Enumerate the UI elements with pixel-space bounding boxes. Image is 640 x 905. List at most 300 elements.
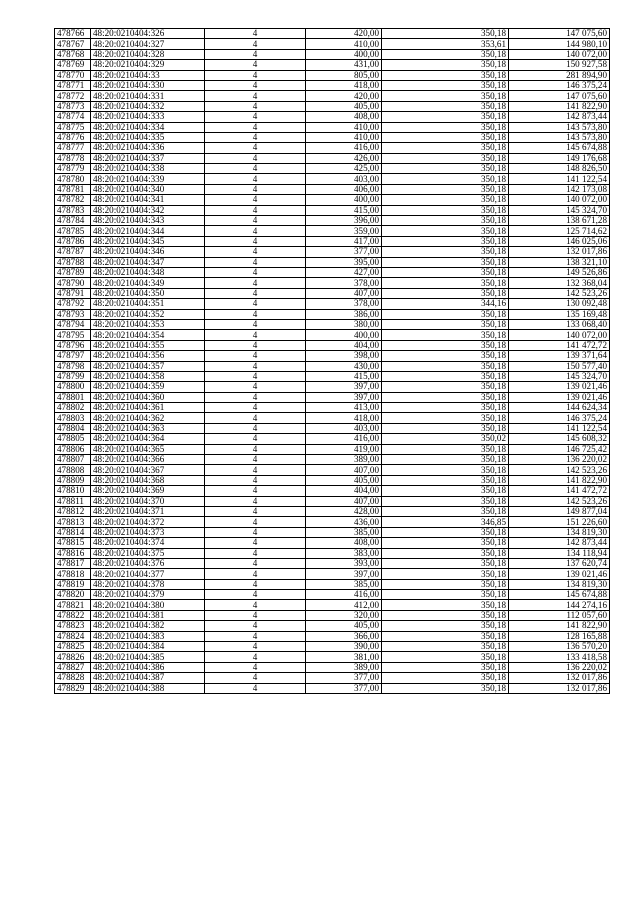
total-value-cell: 145 674,88	[509, 590, 610, 600]
table-row	[55, 455, 610, 465]
total-value-cell: 140 072,00	[509, 49, 610, 59]
row-id-cell: 478827	[55, 662, 91, 672]
total-value-cell: 136 220,02	[509, 662, 610, 672]
row-id-cell: 478778	[55, 153, 91, 163]
total-value-cell: 141 472,72	[509, 486, 610, 496]
area-cell: 378,00	[306, 278, 382, 288]
cadastral-number-cell: 48:20:0210404:353	[91, 319, 205, 329]
category-cell: 4	[205, 330, 306, 340]
cadastral-number-cell: 48:20:0210404:328	[91, 49, 205, 59]
category-cell: 4	[205, 184, 306, 194]
cadastral-number-cell: 48:20:0210404:368	[91, 475, 205, 485]
category-cell: 4	[205, 652, 306, 662]
cadastral-number-cell: 48:20:0210404:329	[91, 60, 205, 70]
category-cell: 4	[205, 361, 306, 371]
total-value-cell: 141 122,54	[509, 423, 610, 433]
area-cell: 407,00	[306, 465, 382, 475]
cadastral-number-cell: 48:20:0210404:359	[91, 382, 205, 392]
unit-value-cell: 350,18	[382, 600, 509, 610]
unit-value-cell: 346,85	[382, 517, 509, 527]
category-cell: 4	[205, 205, 306, 215]
area-cell: 410,00	[306, 122, 382, 132]
row-id-cell: 478779	[55, 164, 91, 174]
row-id-cell: 478825	[55, 642, 91, 652]
area-cell: 410,00	[306, 39, 382, 49]
row-id-cell: 478801	[55, 392, 91, 402]
unit-value-cell: 350,18	[382, 558, 509, 568]
table-row	[55, 299, 610, 309]
unit-value-cell: 350,18	[382, 236, 509, 246]
category-cell: 4	[205, 517, 306, 527]
total-value-cell: 144 274,16	[509, 600, 610, 610]
row-id-cell: 478803	[55, 413, 91, 423]
row-id-cell: 478823	[55, 621, 91, 631]
table-row	[55, 351, 610, 361]
category-cell: 4	[205, 579, 306, 589]
unit-value-cell: 350,18	[382, 216, 509, 226]
table-row	[55, 80, 610, 90]
unit-value-cell: 350,18	[382, 486, 509, 496]
cadastral-number-cell: 48:20:0210404:385	[91, 652, 205, 662]
table-row	[55, 195, 610, 205]
total-value-cell: 134 118,94	[509, 548, 610, 558]
category-cell: 4	[205, 351, 306, 361]
unit-value-cell: 350,18	[382, 662, 509, 672]
area-cell: 407,00	[306, 288, 382, 298]
cadastral-number-cell: 48:20:0210404:366	[91, 455, 205, 465]
area-cell: 408,00	[306, 538, 382, 548]
area-cell: 403,00	[306, 174, 382, 184]
category-cell: 4	[205, 101, 306, 111]
area-cell: 420,00	[306, 29, 382, 39]
total-value-cell: 136 570,20	[509, 642, 610, 652]
unit-value-cell: 350,18	[382, 371, 509, 381]
cadastral-number-cell: 48:20:0210404:382	[91, 621, 205, 631]
unit-value-cell: 350,18	[382, 455, 509, 465]
unit-value-cell: 350,18	[382, 652, 509, 662]
total-value-cell: 142 873,44	[509, 112, 610, 122]
unit-value-cell: 350,18	[382, 392, 509, 402]
table-row	[55, 413, 610, 423]
category-cell: 4	[205, 610, 306, 620]
category-cell: 4	[205, 309, 306, 319]
row-id-cell: 478771	[55, 80, 91, 90]
area-cell: 407,00	[306, 496, 382, 506]
area-cell: 403,00	[306, 423, 382, 433]
area-cell: 377,00	[306, 247, 382, 257]
cadastral-number-cell: 48:20:0210404:361	[91, 403, 205, 413]
category-cell: 4	[205, 382, 306, 392]
table-row	[55, 112, 610, 122]
unit-value-cell: 350,18	[382, 330, 509, 340]
category-cell: 4	[205, 569, 306, 579]
category-cell: 4	[205, 267, 306, 277]
table-row	[55, 506, 610, 516]
table-row	[55, 579, 610, 589]
unit-value-cell: 350,18	[382, 527, 509, 537]
cadastral-number-cell: 48:20:0210404:372	[91, 517, 205, 527]
cadastral-number-cell: 48:20:0210404:347	[91, 257, 205, 267]
cadastral-number-cell: 48:20:0210404:375	[91, 548, 205, 558]
total-value-cell: 148 826,50	[509, 164, 610, 174]
cadastral-number-cell: 48:20:0210404:365	[91, 444, 205, 454]
cadastral-number-cell: 48:20:0210404:380	[91, 600, 205, 610]
total-value-cell: 145 608,32	[509, 434, 610, 444]
category-cell: 4	[205, 423, 306, 433]
cadastral-number-cell: 48:20:0210404:379	[91, 590, 205, 600]
unit-value-cell: 350,18	[382, 673, 509, 683]
unit-value-cell: 350,18	[382, 413, 509, 423]
area-cell: 419,00	[306, 444, 382, 454]
cadastral-number-cell: 48:20:0210404:344	[91, 226, 205, 236]
cadastral-number-cell: 48:20:0210404:352	[91, 309, 205, 319]
table-row	[55, 247, 610, 257]
total-value-cell: 138 321,10	[509, 257, 610, 267]
category-cell: 4	[205, 600, 306, 610]
table-row	[55, 226, 610, 236]
table-row	[55, 558, 610, 568]
category-cell: 4	[205, 132, 306, 142]
row-id-cell: 478776	[55, 132, 91, 142]
unit-value-cell: 350,18	[382, 423, 509, 433]
table-row	[55, 257, 610, 267]
category-cell: 4	[205, 49, 306, 59]
area-cell: 400,00	[306, 330, 382, 340]
category-cell: 4	[205, 662, 306, 672]
total-value-cell: 140 072,00	[509, 330, 610, 340]
row-id-cell: 478809	[55, 475, 91, 485]
total-value-cell: 133 418,58	[509, 652, 610, 662]
area-cell: 425,00	[306, 164, 382, 174]
total-value-cell: 150 927,58	[509, 60, 610, 70]
area-cell: 377,00	[306, 683, 382, 693]
area-cell: 320,00	[306, 610, 382, 620]
row-id-cell: 478770	[55, 70, 91, 80]
unit-value-cell: 350,18	[382, 288, 509, 298]
category-cell: 4	[205, 434, 306, 444]
row-id-cell: 478785	[55, 226, 91, 236]
cadastral-number-cell: 48:20:0210404:340	[91, 184, 205, 194]
unit-value-cell: 350,18	[382, 174, 509, 184]
total-value-cell: 141 822,90	[509, 621, 610, 631]
category-cell: 4	[205, 143, 306, 153]
total-value-cell: 143 573,80	[509, 132, 610, 142]
cadastral-number-cell: 48:20:0210404:334	[91, 122, 205, 132]
unit-value-cell: 350,18	[382, 184, 509, 194]
row-id-cell: 478774	[55, 112, 91, 122]
category-cell: 4	[205, 80, 306, 90]
table-row	[55, 382, 610, 392]
total-value-cell: 145 674,88	[509, 143, 610, 153]
total-value-cell: 145 324,70	[509, 371, 610, 381]
area-cell: 390,00	[306, 642, 382, 652]
area-cell: 420,00	[306, 91, 382, 101]
category-cell: 4	[205, 70, 306, 80]
row-id-cell: 478807	[55, 455, 91, 465]
category-cell: 4	[205, 621, 306, 631]
area-cell: 389,00	[306, 455, 382, 465]
cadastral-number-cell: 48:20:0210404:373	[91, 527, 205, 537]
unit-value-cell: 350,18	[382, 91, 509, 101]
area-cell: 410,00	[306, 132, 382, 142]
table-row	[55, 205, 610, 215]
row-id-cell: 478812	[55, 506, 91, 516]
row-id-cell: 478786	[55, 236, 91, 246]
cadastral-number-cell: 48:20:0210404:371	[91, 506, 205, 516]
row-id-cell: 478813	[55, 517, 91, 527]
unit-value-cell: 350,18	[382, 143, 509, 153]
cadastral-number-cell: 48:20:0210404:337	[91, 153, 205, 163]
row-id-cell: 478791	[55, 288, 91, 298]
total-value-cell: 142 173,08	[509, 184, 610, 194]
table-row	[55, 569, 610, 579]
area-cell: 383,00	[306, 548, 382, 558]
total-value-cell: 140 072,00	[509, 195, 610, 205]
unit-value-cell: 350,18	[382, 475, 509, 485]
table-row	[55, 184, 610, 194]
cadastral-number-cell: 48:20:0210404:348	[91, 267, 205, 277]
category-cell: 4	[205, 247, 306, 257]
total-value-cell: 149 176,68	[509, 153, 610, 163]
cadastral-number-cell: 48:20:0210404:33	[91, 70, 205, 80]
cadastral-number-cell: 48:20:0210404:332	[91, 101, 205, 111]
table-row	[55, 642, 610, 652]
table-row	[55, 371, 610, 381]
row-id-cell: 478822	[55, 610, 91, 620]
cadastral-number-cell: 48:20:0210404:384	[91, 642, 205, 652]
area-cell: 405,00	[306, 101, 382, 111]
row-id-cell: 478793	[55, 309, 91, 319]
category-cell: 4	[205, 486, 306, 496]
category-cell: 4	[205, 288, 306, 298]
total-value-cell: 143 573,80	[509, 122, 610, 132]
unit-value-cell: 350,18	[382, 205, 509, 215]
row-id-cell: 478816	[55, 548, 91, 558]
category-cell: 4	[205, 455, 306, 465]
cadastral-number-cell: 48:20:0210404:363	[91, 423, 205, 433]
table-row	[55, 309, 610, 319]
cadastral-number-cell: 48:20:0210404:378	[91, 579, 205, 589]
row-id-cell: 478792	[55, 299, 91, 309]
area-cell: 389,00	[306, 662, 382, 672]
total-value-cell: 147 075,60	[509, 91, 610, 101]
unit-value-cell: 350,18	[382, 683, 509, 693]
cadastral-number-cell: 48:20:0210404:354	[91, 330, 205, 340]
table-row	[55, 621, 610, 631]
area-cell: 418,00	[306, 80, 382, 90]
area-cell: 393,00	[306, 558, 382, 568]
area-cell: 427,00	[306, 267, 382, 277]
unit-value-cell: 350,18	[382, 153, 509, 163]
unit-value-cell: 350,18	[382, 29, 509, 39]
category-cell: 4	[205, 683, 306, 693]
cadastral-number-cell: 48:20:0210404:327	[91, 39, 205, 49]
row-id-cell: 478787	[55, 247, 91, 257]
table-row	[55, 610, 610, 620]
category-cell: 4	[205, 403, 306, 413]
table-row	[55, 143, 610, 153]
area-cell: 805,00	[306, 70, 382, 80]
cadastral-number-cell: 48:20:0210404:343	[91, 216, 205, 226]
row-id-cell: 478804	[55, 423, 91, 433]
total-value-cell: 149 526,86	[509, 267, 610, 277]
total-value-cell: 141 822,90	[509, 101, 610, 111]
total-value-cell: 146 025,06	[509, 236, 610, 246]
unit-value-cell: 350,18	[382, 382, 509, 392]
unit-value-cell: 350,18	[382, 195, 509, 205]
table-row	[55, 486, 610, 496]
cadastral-number-cell: 48:20:0210404:339	[91, 174, 205, 184]
unit-value-cell: 350,18	[382, 247, 509, 257]
area-cell: 416,00	[306, 434, 382, 444]
table-row	[55, 496, 610, 506]
total-value-cell: 141 122,54	[509, 174, 610, 184]
unit-value-cell: 350,18	[382, 278, 509, 288]
total-value-cell: 281 894,90	[509, 70, 610, 80]
cadastral-number-cell: 48:20:0210404:367	[91, 465, 205, 475]
row-id-cell: 478780	[55, 174, 91, 184]
area-cell: 408,00	[306, 112, 382, 122]
table-row	[55, 361, 610, 371]
row-id-cell: 478815	[55, 538, 91, 548]
table-row	[55, 652, 610, 662]
cadastral-number-cell: 48:20:0210404:349	[91, 278, 205, 288]
total-value-cell: 133 068,40	[509, 319, 610, 329]
total-value-cell: 142 523,26	[509, 288, 610, 298]
unit-value-cell: 350,18	[382, 403, 509, 413]
row-id-cell: 478811	[55, 496, 91, 506]
cadastral-number-cell: 48:20:0210404:350	[91, 288, 205, 298]
area-cell: 385,00	[306, 579, 382, 589]
total-value-cell: 136 220,02	[509, 455, 610, 465]
area-cell: 405,00	[306, 475, 382, 485]
unit-value-cell: 350,18	[382, 361, 509, 371]
row-id-cell: 478777	[55, 143, 91, 153]
unit-value-cell: 350,18	[382, 340, 509, 350]
category-cell: 4	[205, 236, 306, 246]
category-cell: 4	[205, 413, 306, 423]
unit-value-cell: 350,18	[382, 506, 509, 516]
total-value-cell: 147 075,60	[509, 29, 610, 39]
area-cell: 431,00	[306, 60, 382, 70]
unit-value-cell: 350,18	[382, 548, 509, 558]
table-row	[55, 683, 610, 693]
unit-value-cell: 350,18	[382, 465, 509, 475]
area-cell: 397,00	[306, 569, 382, 579]
cadastral-number-cell: 48:20:0210404:383	[91, 631, 205, 641]
table-row	[55, 475, 610, 485]
total-value-cell: 141 822,90	[509, 475, 610, 485]
row-id-cell: 478829	[55, 683, 91, 693]
unit-value-cell: 350,02	[382, 434, 509, 444]
cadastral-number-cell: 48:20:0210404:356	[91, 351, 205, 361]
unit-value-cell: 350,18	[382, 569, 509, 579]
area-cell: 418,00	[306, 413, 382, 423]
unit-value-cell: 350,18	[382, 319, 509, 329]
unit-value-cell: 350,18	[382, 80, 509, 90]
row-id-cell: 478826	[55, 652, 91, 662]
category-cell: 4	[205, 39, 306, 49]
row-id-cell: 478817	[55, 558, 91, 568]
category-cell: 4	[205, 174, 306, 184]
unit-value-cell: 350,18	[382, 610, 509, 620]
category-cell: 4	[205, 548, 306, 558]
table-row	[55, 60, 610, 70]
table-row	[55, 288, 610, 298]
cadastral-number-cell: 48:20:0210404:336	[91, 143, 205, 153]
total-value-cell: 142 523,26	[509, 496, 610, 506]
category-cell: 4	[205, 642, 306, 652]
area-cell: 417,00	[306, 236, 382, 246]
cadastral-number-cell: 48:20:0210404:326	[91, 29, 205, 39]
table-row	[55, 267, 610, 277]
category-cell: 4	[205, 465, 306, 475]
table-row	[55, 70, 610, 80]
row-id-cell: 478769	[55, 60, 91, 70]
total-value-cell: 149 877,04	[509, 506, 610, 516]
unit-value-cell: 350,18	[382, 60, 509, 70]
row-id-cell: 478789	[55, 267, 91, 277]
row-id-cell: 478828	[55, 673, 91, 683]
area-cell: 381,00	[306, 652, 382, 662]
table-row	[55, 29, 610, 39]
area-cell: 404,00	[306, 486, 382, 496]
area-cell: 395,00	[306, 257, 382, 267]
row-id-cell: 478797	[55, 351, 91, 361]
total-value-cell: 139 021,46	[509, 382, 610, 392]
table-body	[55, 29, 610, 694]
row-id-cell: 478796	[55, 340, 91, 350]
row-id-cell: 478818	[55, 569, 91, 579]
unit-value-cell: 350,18	[382, 631, 509, 641]
cadastral-number-cell: 48:20:0210404:360	[91, 392, 205, 402]
table-row	[55, 122, 610, 132]
total-value-cell: 142 523,26	[509, 465, 610, 475]
category-cell: 4	[205, 29, 306, 39]
table-row	[55, 236, 610, 246]
cadastral-number-cell: 48:20:0210404:330	[91, 80, 205, 90]
table-row	[55, 49, 610, 59]
category-cell: 4	[205, 164, 306, 174]
cadastral-number-cell: 48:20:0210404:364	[91, 434, 205, 444]
row-id-cell: 478794	[55, 319, 91, 329]
row-id-cell: 478773	[55, 101, 91, 111]
category-cell: 4	[205, 153, 306, 163]
table-row	[55, 673, 610, 683]
table-row	[55, 662, 610, 672]
cadastral-number-cell: 48:20:0210404:351	[91, 299, 205, 309]
cadastral-number-cell: 48:20:0210404:358	[91, 371, 205, 381]
unit-value-cell: 350,18	[382, 621, 509, 631]
total-value-cell: 146 375,24	[509, 80, 610, 90]
area-cell: 413,00	[306, 403, 382, 413]
area-cell: 405,00	[306, 621, 382, 631]
total-value-cell: 145 324,70	[509, 205, 610, 215]
cadastral-number-cell: 48:20:0210404:376	[91, 558, 205, 568]
total-value-cell: 146 725,42	[509, 444, 610, 454]
table-row	[55, 319, 610, 329]
table-row	[55, 600, 610, 610]
category-cell: 4	[205, 538, 306, 548]
total-value-cell: 132 017,86	[509, 673, 610, 683]
row-id-cell: 478767	[55, 39, 91, 49]
total-value-cell: 150 577,40	[509, 361, 610, 371]
row-id-cell: 478784	[55, 216, 91, 226]
table-row	[55, 517, 610, 527]
area-cell: 397,00	[306, 382, 382, 392]
unit-value-cell: 350,18	[382, 590, 509, 600]
row-id-cell: 478824	[55, 631, 91, 641]
